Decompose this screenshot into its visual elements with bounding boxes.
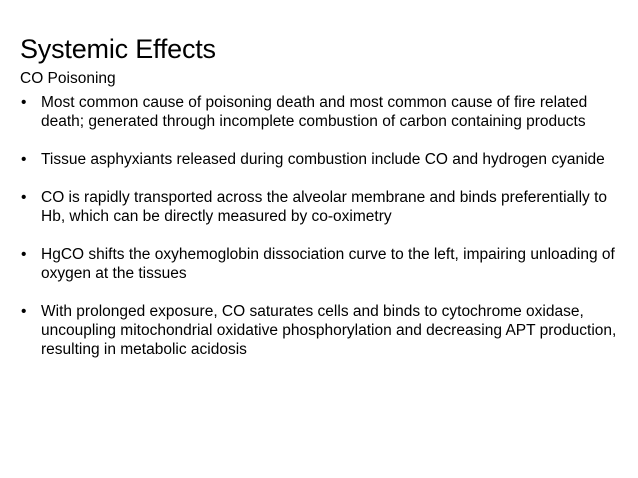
slide-title: Systemic Effects — [20, 34, 216, 64]
bullet-list — [20, 93, 626, 378]
bullet-icon: • — [21, 189, 27, 206]
bullet-icon: • — [21, 246, 27, 263]
bullet-icon: • — [21, 151, 27, 168]
slide-subtitle: CO Poisoning — [20, 70, 116, 87]
bullet-text: CO is rapidly transported across the alveolar membrane and binds preferentially to Hb, which can be directly measured by co-oximetry — [41, 189, 608, 225]
bullet-item — [20, 93, 626, 131]
bullet-item — [20, 150, 626, 169]
bullet-text: Tissue asphyxiants released during combustion include CO and hydrogen cyanide — [41, 151, 605, 168]
bullet-item — [20, 188, 626, 226]
bullet-item — [20, 245, 626, 283]
bullet-text: HgCO shifts the oxyhemoglobin dissociation curve to the left, impairing unloading of oxygen at the tissues — [41, 246, 615, 282]
bullet-text: Most common cause of poisoning death and most common cause of fire related death; generated through incomplete combustion of carbon containing products — [41, 94, 588, 130]
bullet-icon: • — [21, 94, 27, 111]
bullet-item — [20, 302, 626, 359]
bullet-text: With prolonged exposure, CO saturates cells and binds to cytochrome oxidase, uncoupling mitochondrial oxidative phosphorylation and decreasing APT production, resulting in metabolic acidosis — [41, 303, 617, 358]
bullet-icon: • — [21, 303, 27, 320]
